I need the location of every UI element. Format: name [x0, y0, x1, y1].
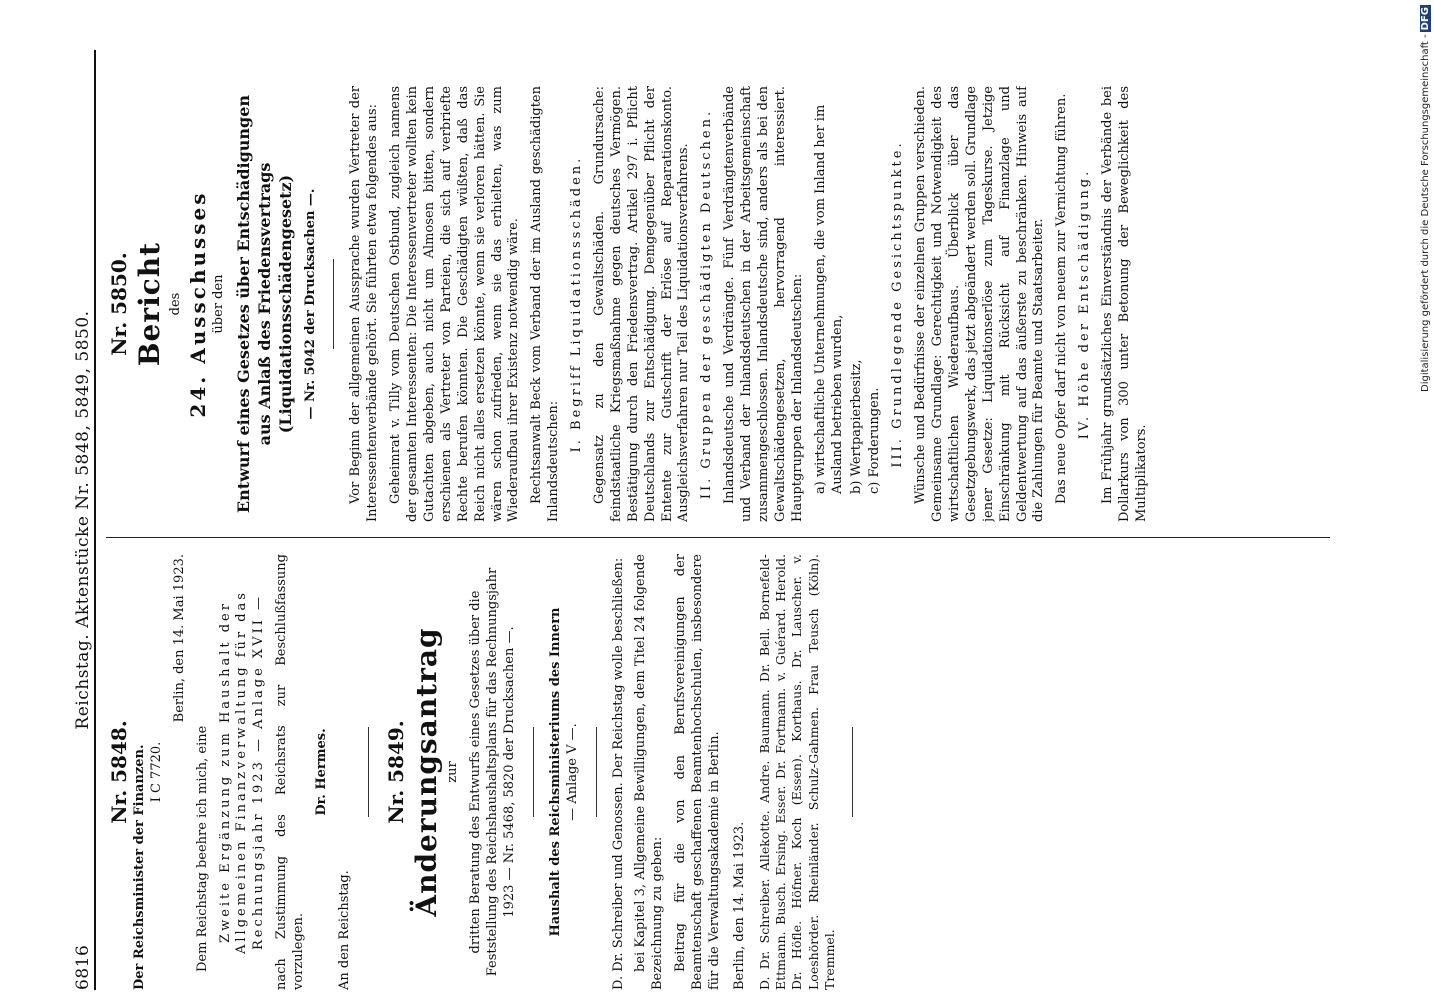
separator-rule — [333, 259, 334, 349]
dfg-badge: DFG — [1420, 7, 1431, 31]
doc-5849-annex: — Anlage V —. — [564, 723, 580, 821]
running-header — [60, 50, 96, 990]
doc-5848-number: Nr. 5848. — [107, 720, 131, 824]
doc-5850-subject: Entwurf eines Gesetzes über Entschädigungen aus Anlaß des Friedensvertrags (Liquidationsschädengesetz) — [234, 94, 295, 514]
doc-5848-sender: Der Reichsminister der Finanzen. — [132, 744, 147, 990]
doc-5850-number: Nr. 5850. — [107, 252, 131, 356]
left-column — [106, 554, 1330, 990]
doc-5848-signature: Dr. Hermes. — [314, 728, 330, 816]
doc-5848-outro: nach Zustimmung des Reichsrats zur Beschlußfassung vorzulegen. — [274, 554, 307, 990]
doc-5849-signers: D. Dr. Schreiber. Allekotte. Andre. Baumann. Dr. Bell. Bornefeld-Ettmann. Busch. Ersing. Esser. Dr. Fortmann. v. Guérard. Herold. Dr. Höfle. Höfner. Koch (Essen). Korthaus. Dr. Lauscher. v. Loeshörder. Rheinländer. Schulz-Gahmen. Frau Teusch (Köln). Tremmel. — [756, 554, 837, 990]
doc-5848-subject: Zweite Ergänzung zum Haushalt der Allgemeinen Finanzverwaltung für das Rechnungsjahr 1923 — Anlage XVII — — [217, 590, 267, 954]
doc-5849-type: Änderungsantrag — [409, 627, 443, 917]
separator-rule — [852, 727, 853, 817]
header-title: Reichstag. Aktenstücke Nr. 5848, 5849, 5850. — [72, 310, 93, 730]
doc-5849-number: Nr. 5849. — [383, 720, 408, 824]
doc-5850-paragraph-3: Rechtsanwalt Beck vom Verband der im Ausland geschädigten Inlandsdeutschen: — [529, 86, 562, 522]
section-2-heading: II. Gruppen der geschädigten Deutschen. — [699, 108, 715, 500]
section-3-text-2: Das neue Opfer darf nicht von neuem zur Vernichtung führen. — [1054, 93, 1070, 504]
section-2-text: Inlandsdeutsche und Verdrängte. Fünf Verdrängtenverbände und Verband der Inlandsdeutschen in der Arbeitsgemeinschaft zusammengeschlossen. Inlandsdeutsche sind, anders als bei den Gewaltschädengesetzen, hervorragend interessiert. Hauptgruppen der Inlandsdeutschen: — [722, 86, 805, 522]
doc-5850-committee: 24. Ausschusses — [186, 190, 211, 418]
section-3-text: Wünsche und Bedürfnisse der einzelnen Gruppen verschieden. Gemeinsame Grundlage: Gerechtigkeit und Notwendigkeit des wirtschaftlichen Wiederaufbaus. Überblick über das Gesetzgebungswerk, das jetzt abgeändert werden soll. Grundlage jener Gesetze: Liquidationserlöse zum Tageskurse. Jetzige Einschränkung mit Rücksicht auf Finanzlage und Geldentwertung auf das äußerste zu beschränken. Hinweis auf die Zahlungen für Beamte und Staatsarbeiter. — [913, 86, 1047, 522]
doc-5849-motion: D. Dr. Schreiber und Genossen. Der Reichstag wolle beschließen: — [610, 557, 626, 990]
doc-5850-ref: — Nr. 5042 der Drucksachen —. — [302, 188, 318, 420]
section-1-text: Gegensatz zu den Gewaltschäden. Grundursache: feindstaatliche Kriegsmaßnahme gegen deutsches Vermögen. Bestätigung durch den Friedensvertrag. Artikel 297 i. Pflicht Deutschlands zur Entschädigung. Demgegenüber Pflicht der Entente zur Gutschrift der Erlöse auf Reparationskonto. Ausgleichsverfahren nur Teil des Liquidationsverfahrens. — [592, 86, 692, 522]
section-2-item-c: c) Forderungen. — [867, 387, 883, 494]
doc-5849-quote: Beitrag für die von den Berufsvereinigungen der Beamtenschaft geschaffenen Beamtenhochschulen, insbesondere für die Verwaltungsakademie in Berlin. — [673, 554, 722, 990]
section-4-heading: IV. Höhe der Entschädigung. — [1077, 168, 1093, 440]
page-number: 6816 — [72, 944, 93, 990]
doc-5850-type: Bericht — [133, 241, 166, 367]
right-column — [106, 86, 1330, 522]
section-4-text: Im Frühjahr grundsätzliches Einverständnis der Verbände bei Dollarkurs von 300 unter Betonung der Beweglichkeit des Multiplikators. — [1100, 86, 1149, 522]
doc-5848-date: Berlin, den 14. Mai 1923. — [171, 554, 187, 723]
digitization-note-text: Digitalisierung gefördert durch die Deutsche Forschungsgemeinschaft - — [1420, 34, 1431, 392]
section-1-heading: I. Begriff Liquidationsschäden. — [569, 155, 585, 453]
doc-5848-ref: I C 7720. — [148, 741, 164, 803]
doc-5849-zur: zur — [445, 761, 461, 783]
digitization-note — [1420, 5, 1431, 392]
section-2-item-b: b) Wertpapierbesitz, — [848, 359, 864, 494]
doc-5848-address: An den Reichstag. — [336, 870, 352, 990]
doc-5850-paragraph-2: Geheimrat v. Tilly vom Deutschen Ostbund, zugleich namens der gesamten Interessenten: Die Interessenvertreter wollten kein Gutachten abgeben, auch nicht um Almosen bitten, sondern erschienen als Vertreter von Parteien, die sich auf verbriefte Rechte berufen könnten. Die Geschädigten wüßten, daß das Reich nicht alles ersetzen könnte, wenn sie verloren hätten. Sie wären schon zufrieden, wenn sie das erhielten, was zum Wiederaufbau ihrer Existenz notwendig wäre. — [388, 86, 522, 522]
separator-rule — [368, 727, 369, 817]
doc-5849-item: bei Kapitel 3, Allgemeine Bewilligungen, dem Titel 24 folgende Bezeichnung zu geben: — [633, 554, 666, 990]
doc-5850-des: des — [168, 292, 184, 316]
column-divider — [106, 537, 1330, 538]
section-3-heading: III. Grundlegende Gesichtspunkte. — [890, 140, 906, 468]
doc-5849-body: dritten Beratung des Entwurfs eines Gesetzes über die Feststellung des Reichshaushaltsplans für das Rechnungsjahr 1923 — Nr. 5468, 5820 der Drucksachen —. — [468, 567, 517, 977]
section-2-item-a: a) wirtschaftliche Unternehmungen, die vom Inland her im Ausland betrieben wurden, — [812, 104, 845, 494]
doc-5849-section: Haushalt des Reichsministeriums des Innern — [547, 607, 563, 937]
document-page — [60, 50, 1340, 990]
doc-5848-intro: Dem Reichstag beehre ich mich, eine — [194, 725, 210, 972]
doc-5850-paragraph-1: Vor Beginn der allgemeinen Aussprache wurden Vertreter der Interessentenverbände gehört. Sie führten etwa folgendes aus: — [348, 86, 381, 522]
separator-rule — [533, 727, 534, 817]
doc-5849-date: Berlin, den 14. Mai 1923. — [731, 821, 747, 990]
separator-rule — [596, 727, 597, 817]
doc-5850-ueber-den: über den — [211, 274, 227, 334]
